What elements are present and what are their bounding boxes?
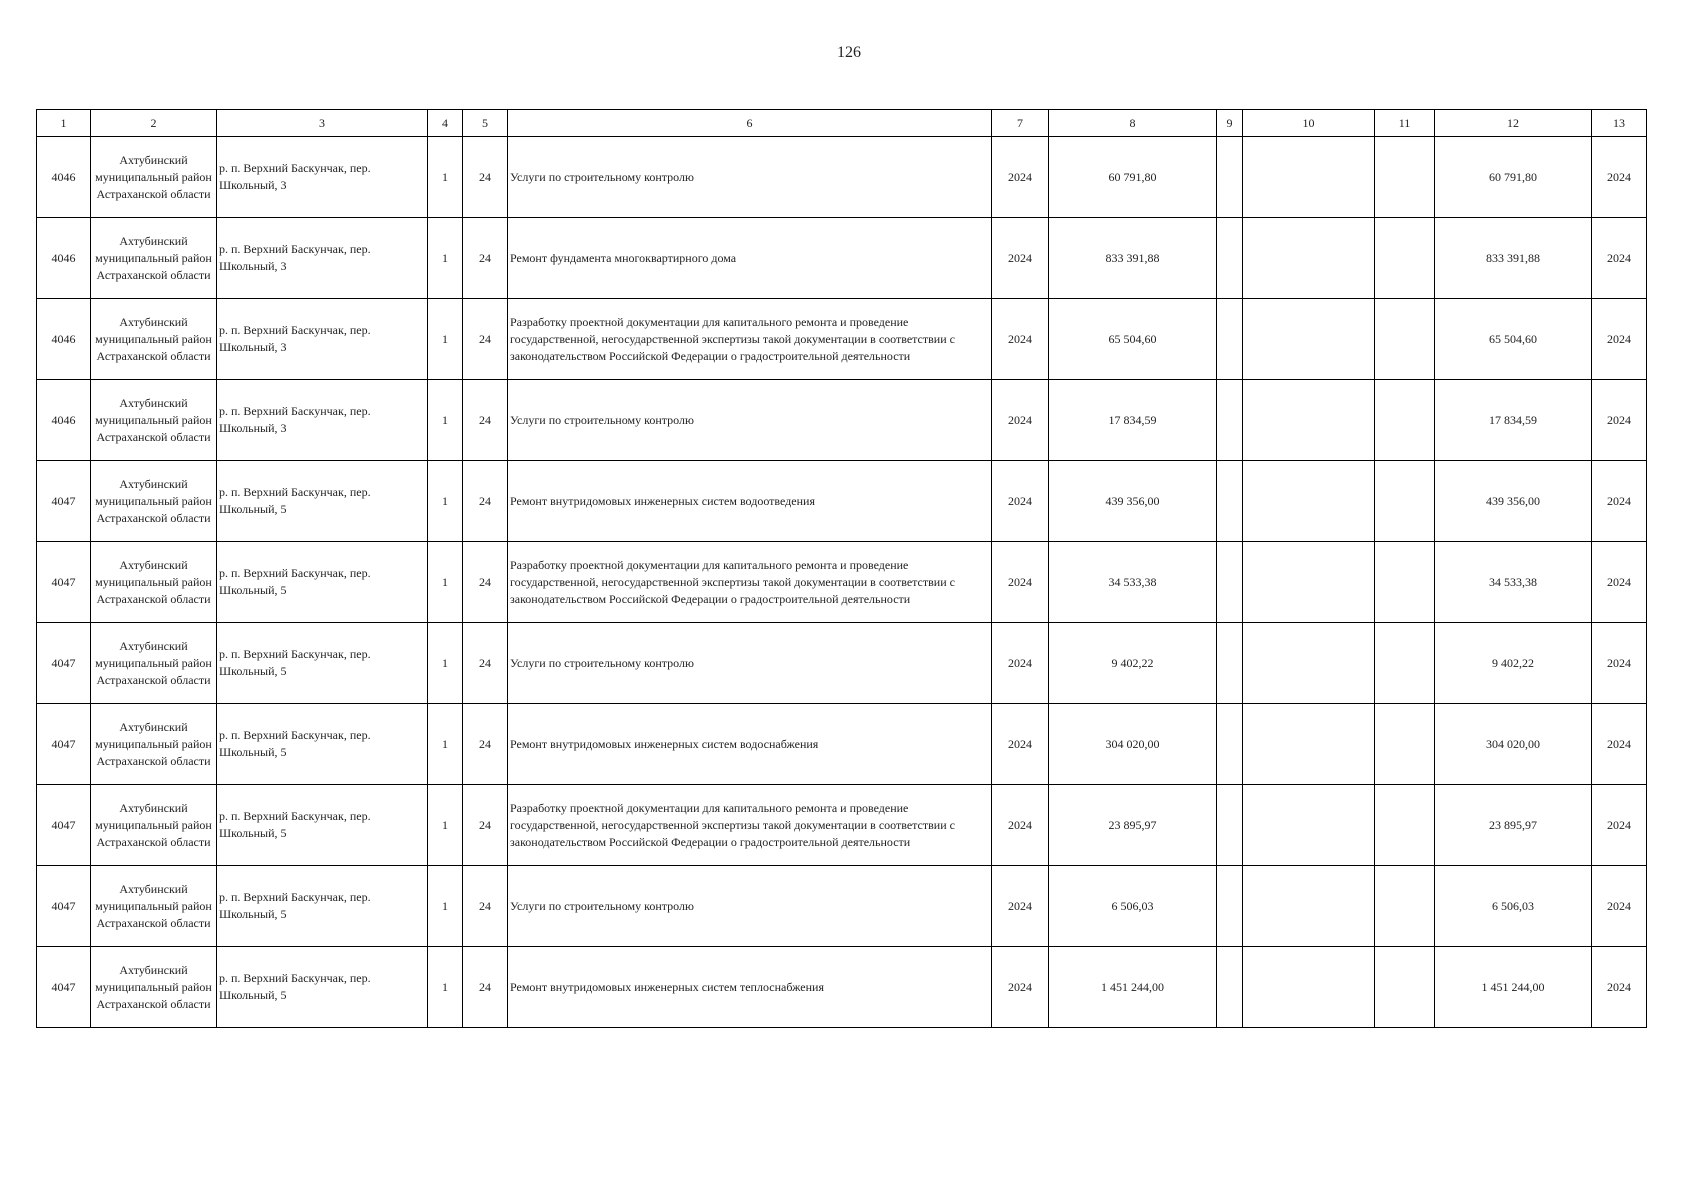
funding-amount-cell: 34 533,38 <box>1435 542 1592 623</box>
funding-amount-cell: 17 834,59 <box>1435 380 1592 461</box>
total-cost-cell: 23 895,97 <box>1049 785 1217 866</box>
column-11-cell <box>1375 218 1435 299</box>
column-9-cell <box>1217 299 1243 380</box>
work-type-cell: Ремонт фундамента многоквартирного дома <box>508 218 992 299</box>
address-cell: р. п. Верхний Баскунчак, пер. Школьный, 5 <box>217 785 428 866</box>
column-10-cell <box>1243 542 1375 623</box>
funding-amount-cell: 23 895,97 <box>1435 785 1592 866</box>
table-row <box>37 380 1647 461</box>
address-cell: р. п. Верхний Баскунчак, пер. Школьный, 5 <box>217 461 428 542</box>
category-cell: 1 <box>428 461 463 542</box>
column-11-cell <box>1375 299 1435 380</box>
category-cell: 1 <box>428 380 463 461</box>
funding-amount-cell: 833 391,88 <box>1435 218 1592 299</box>
year-cell: 2024 <box>992 623 1049 704</box>
work-type-cell: Услуги по строительному контролю <box>508 623 992 704</box>
column-10-cell <box>1243 623 1375 704</box>
work-type-cell: Услуги по строительному контролю <box>508 137 992 218</box>
code-cell: 24 <box>463 542 508 623</box>
address-cell: р. п. Верхний Баскунчак, пер. Школьный, 3 <box>217 299 428 380</box>
total-cost-cell: 17 834,59 <box>1049 380 1217 461</box>
completion-year-cell: 2024 <box>1592 218 1647 299</box>
category-cell: 1 <box>428 866 463 947</box>
funding-amount-cell: 9 402,22 <box>1435 623 1592 704</box>
year-cell: 2024 <box>992 947 1049 1028</box>
completion-year-cell: 2024 <box>1592 380 1647 461</box>
completion-year-cell: 2024 <box>1592 623 1647 704</box>
work-type-cell: Ремонт внутридомовых инженерных систем водоснабжения <box>508 704 992 785</box>
municipality-cell: Ахтубинский муниципальный район Астраханской области <box>91 218 217 299</box>
code-cell: 24 <box>463 218 508 299</box>
column-11-cell <box>1375 785 1435 866</box>
total-cost-cell: 833 391,88 <box>1049 218 1217 299</box>
column-header: 1 <box>37 110 91 137</box>
column-11-cell <box>1375 137 1435 218</box>
code-cell: 24 <box>463 299 508 380</box>
municipality-cell: Ахтубинский муниципальный район Астраханской области <box>91 704 217 785</box>
year-cell: 2024 <box>992 542 1049 623</box>
code-cell: 24 <box>463 704 508 785</box>
address-cell: р. п. Верхний Баскунчак, пер. Школьный, 5 <box>217 623 428 704</box>
table-row <box>37 218 1647 299</box>
table-row <box>37 785 1647 866</box>
funding-amount-cell: 60 791,80 <box>1435 137 1592 218</box>
column-10-cell <box>1243 380 1375 461</box>
record-number-cell: 4046 <box>37 380 91 461</box>
address-cell: р. п. Верхний Баскунчак, пер. Школьный, 5 <box>217 947 428 1028</box>
year-cell: 2024 <box>992 380 1049 461</box>
code-cell: 24 <box>463 137 508 218</box>
completion-year-cell: 2024 <box>1592 704 1647 785</box>
work-type-cell: Разработку проектной документации для капитального ремонта и проведение государственной, негосударственной экспертизы такой документации в соответствии с законодательством Российской Федерации о градостроительной деятельности <box>508 542 992 623</box>
municipality-cell: Ахтубинский муниципальный район Астраханской области <box>91 866 217 947</box>
total-cost-cell: 34 533,38 <box>1049 542 1217 623</box>
address-cell: р. п. Верхний Баскунчак, пер. Школьный, 3 <box>217 218 428 299</box>
column-10-cell <box>1243 866 1375 947</box>
code-cell: 24 <box>463 785 508 866</box>
category-cell: 1 <box>428 623 463 704</box>
funding-amount-cell: 6 506,03 <box>1435 866 1592 947</box>
completion-year-cell: 2024 <box>1592 542 1647 623</box>
municipality-cell: Ахтубинский муниципальный район Астраханской области <box>91 299 217 380</box>
record-number-cell: 4047 <box>37 947 91 1028</box>
column-9-cell <box>1217 380 1243 461</box>
column-header: 9 <box>1217 110 1243 137</box>
municipality-cell: Ахтубинский муниципальный район Астраханской области <box>91 380 217 461</box>
year-cell: 2024 <box>992 218 1049 299</box>
table-row <box>37 461 1647 542</box>
total-cost-cell: 304 020,00 <box>1049 704 1217 785</box>
work-type-cell: Разработку проектной документации для капитального ремонта и проведение государственной, негосударственной экспертизы такой документации в соответствии с законодательством Российской Федерации о градостроительной деятельности <box>508 299 992 380</box>
column-9-cell <box>1217 218 1243 299</box>
column-10-cell <box>1243 704 1375 785</box>
completion-year-cell: 2024 <box>1592 785 1647 866</box>
work-type-cell: Ремонт внутридомовых инженерных систем теплоснабжения <box>508 947 992 1028</box>
column-header: 11 <box>1375 110 1435 137</box>
column-9-cell <box>1217 461 1243 542</box>
table-row <box>37 866 1647 947</box>
column-header: 8 <box>1049 110 1217 137</box>
column-10-cell <box>1243 218 1375 299</box>
code-cell: 24 <box>463 623 508 704</box>
address-cell: р. п. Верхний Баскунчак, пер. Школьный, 5 <box>217 704 428 785</box>
column-header: 10 <box>1243 110 1375 137</box>
code-cell: 24 <box>463 947 508 1028</box>
column-10-cell <box>1243 299 1375 380</box>
table-row <box>37 704 1647 785</box>
work-type-cell: Ремонт внутридомовых инженерных систем водоотведения <box>508 461 992 542</box>
record-number-cell: 4047 <box>37 866 91 947</box>
table-row <box>37 542 1647 623</box>
column-11-cell <box>1375 461 1435 542</box>
column-header: 5 <box>463 110 508 137</box>
record-number-cell: 4046 <box>37 137 91 218</box>
year-cell: 2024 <box>992 137 1049 218</box>
record-number-cell: 4047 <box>37 785 91 866</box>
header-row <box>37 110 1647 137</box>
category-cell: 1 <box>428 218 463 299</box>
column-9-cell <box>1217 866 1243 947</box>
code-cell: 24 <box>463 380 508 461</box>
record-number-cell: 4047 <box>37 623 91 704</box>
category-cell: 1 <box>428 785 463 866</box>
total-cost-cell: 1 451 244,00 <box>1049 947 1217 1028</box>
capital-repair-table <box>36 109 1647 1028</box>
funding-amount-cell: 65 504,60 <box>1435 299 1592 380</box>
completion-year-cell: 2024 <box>1592 299 1647 380</box>
column-9-cell <box>1217 704 1243 785</box>
work-type-cell: Услуги по строительному контролю <box>508 866 992 947</box>
record-number-cell: 4047 <box>37 542 91 623</box>
column-11-cell <box>1375 866 1435 947</box>
completion-year-cell: 2024 <box>1592 461 1647 542</box>
year-cell: 2024 <box>992 785 1049 866</box>
total-cost-cell: 65 504,60 <box>1049 299 1217 380</box>
column-11-cell <box>1375 947 1435 1028</box>
municipality-cell: Ахтубинский муниципальный район Астраханской области <box>91 137 217 218</box>
table-row <box>37 137 1647 218</box>
year-cell: 2024 <box>992 461 1049 542</box>
column-header: 4 <box>428 110 463 137</box>
work-type-cell: Услуги по строительному контролю <box>508 380 992 461</box>
column-9-cell <box>1217 623 1243 704</box>
table-row <box>37 299 1647 380</box>
municipality-cell: Ахтубинский муниципальный район Астраханской области <box>91 623 217 704</box>
completion-year-cell: 2024 <box>1592 947 1647 1028</box>
code-cell: 24 <box>463 866 508 947</box>
total-cost-cell: 6 506,03 <box>1049 866 1217 947</box>
column-header: 2 <box>91 110 217 137</box>
column-11-cell <box>1375 380 1435 461</box>
year-cell: 2024 <box>992 704 1049 785</box>
category-cell: 1 <box>428 299 463 380</box>
column-9-cell <box>1217 947 1243 1028</box>
column-10-cell <box>1243 947 1375 1028</box>
funding-amount-cell: 439 356,00 <box>1435 461 1592 542</box>
column-header: 6 <box>508 110 992 137</box>
municipality-cell: Ахтубинский муниципальный район Астраханской области <box>91 542 217 623</box>
year-cell: 2024 <box>992 299 1049 380</box>
column-header: 13 <box>1592 110 1647 137</box>
column-11-cell <box>1375 623 1435 704</box>
column-9-cell <box>1217 785 1243 866</box>
completion-year-cell: 2024 <box>1592 137 1647 218</box>
funding-amount-cell: 1 451 244,00 <box>1435 947 1592 1028</box>
year-cell: 2024 <box>992 866 1049 947</box>
municipality-cell: Ахтубинский муниципальный район Астраханской области <box>91 461 217 542</box>
page-number: 126 <box>837 44 861 61</box>
category-cell: 1 <box>428 137 463 218</box>
table-row <box>37 947 1647 1028</box>
column-11-cell <box>1375 704 1435 785</box>
record-number-cell: 4047 <box>37 461 91 542</box>
address-cell: р. п. Верхний Баскунчак, пер. Школьный, 3 <box>217 380 428 461</box>
funding-amount-cell: 304 020,00 <box>1435 704 1592 785</box>
municipality-cell: Ахтубинский муниципальный район Астраханской области <box>91 947 217 1028</box>
total-cost-cell: 60 791,80 <box>1049 137 1217 218</box>
category-cell: 1 <box>428 542 463 623</box>
completion-year-cell: 2024 <box>1592 866 1647 947</box>
record-number-cell: 4046 <box>37 218 91 299</box>
municipality-cell: Ахтубинский муниципальный район Астраханской области <box>91 785 217 866</box>
column-header: 12 <box>1435 110 1592 137</box>
work-type-cell: Разработку проектной документации для капитального ремонта и проведение государственной, негосударственной экспертизы такой документации в соответствии с законодательством Российской Федерации о градостроительной деятельности <box>508 785 992 866</box>
table-row <box>37 623 1647 704</box>
record-number-cell: 4046 <box>37 299 91 380</box>
address-cell: р. п. Верхний Баскунчак, пер. Школьный, 5 <box>217 866 428 947</box>
record-number-cell: 4047 <box>37 704 91 785</box>
address-cell: р. п. Верхний Баскунчак, пер. Школьный, 5 <box>217 542 428 623</box>
column-9-cell <box>1217 137 1243 218</box>
address-cell: р. п. Верхний Баскунчак, пер. Школьный, 3 <box>217 137 428 218</box>
column-header: 7 <box>992 110 1049 137</box>
total-cost-cell: 439 356,00 <box>1049 461 1217 542</box>
total-cost-cell: 9 402,22 <box>1049 623 1217 704</box>
column-10-cell <box>1243 461 1375 542</box>
category-cell: 1 <box>428 947 463 1028</box>
column-9-cell <box>1217 542 1243 623</box>
column-11-cell <box>1375 542 1435 623</box>
column-10-cell <box>1243 137 1375 218</box>
code-cell: 24 <box>463 461 508 542</box>
column-10-cell <box>1243 785 1375 866</box>
category-cell: 1 <box>428 704 463 785</box>
column-header: 3 <box>217 110 428 137</box>
